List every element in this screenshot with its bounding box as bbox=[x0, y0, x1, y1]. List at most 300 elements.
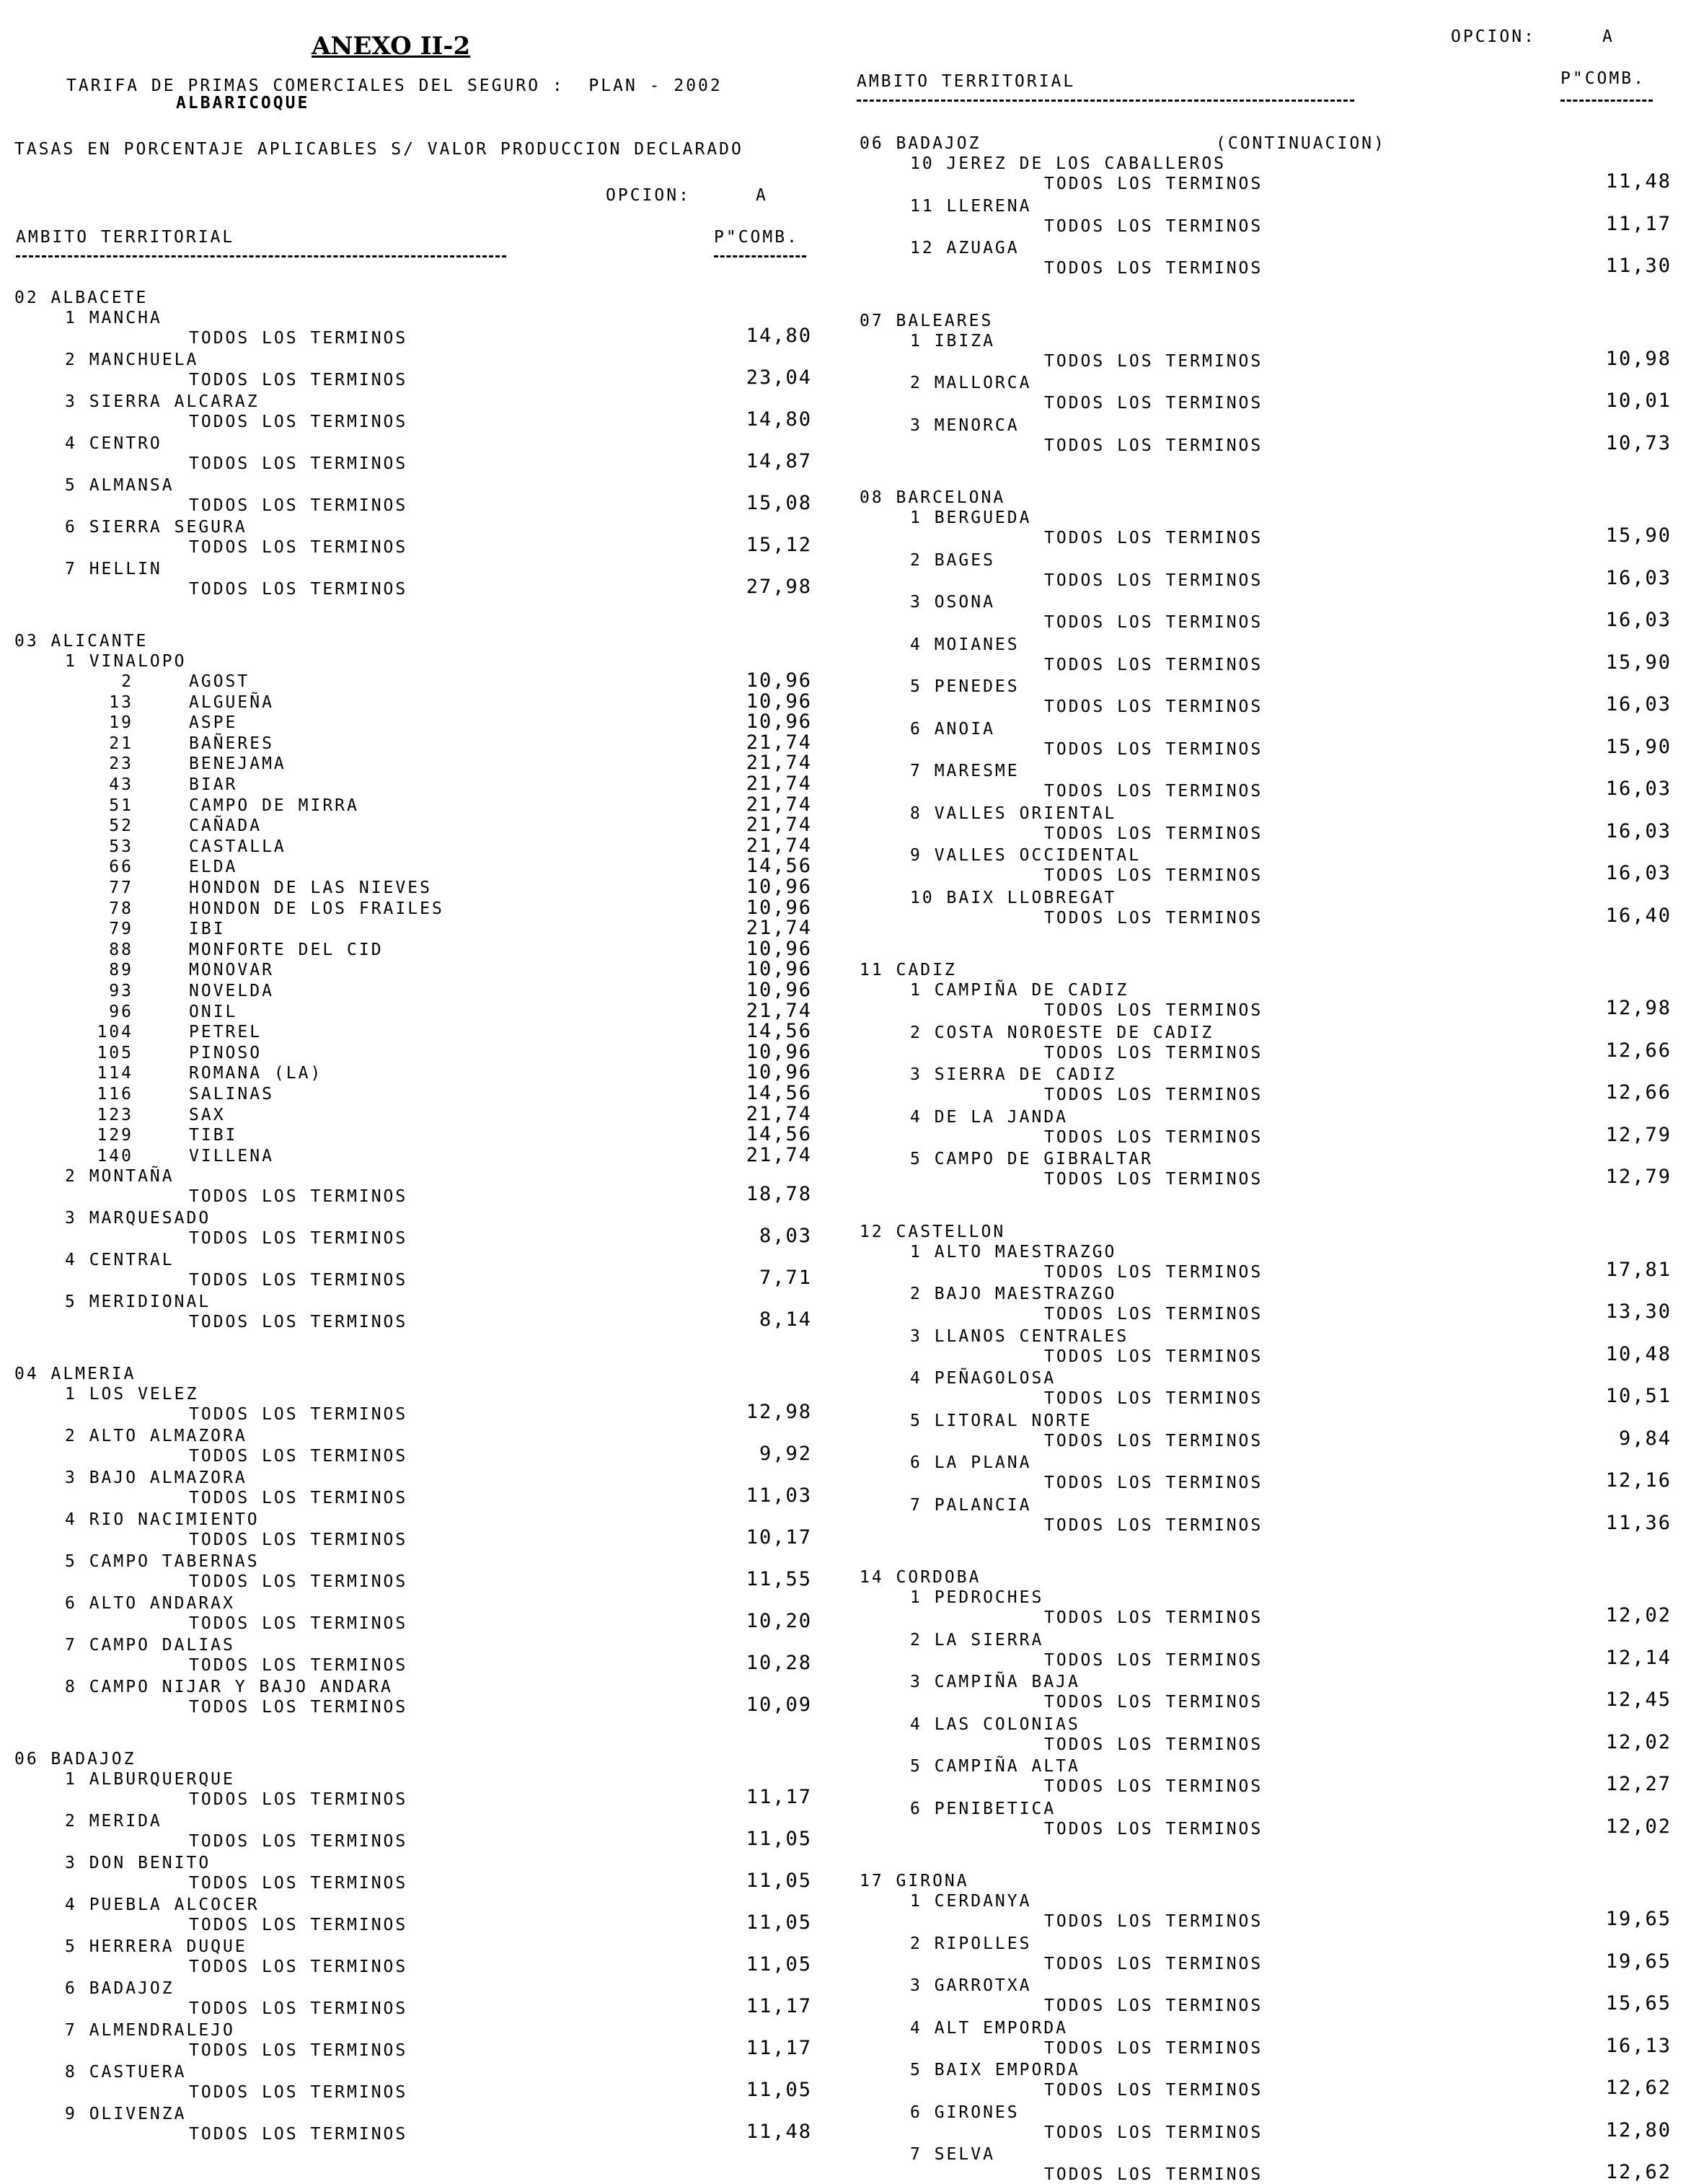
premium-value: 11,17 bbox=[746, 1995, 812, 2018]
term-label: TODOS LOS TERMINOS bbox=[189, 1489, 408, 1508]
region-name: 1 CAMPIÑA DE CADIZ bbox=[910, 981, 1129, 1000]
premium-value: 21,74 bbox=[746, 793, 812, 816]
crop-name: ALBARICOQUE bbox=[176, 94, 310, 113]
premium-value: 16,03 bbox=[1605, 693, 1672, 715]
term-label: TODOS LOS TERMINOS bbox=[1044, 259, 1263, 278]
term-label: TODOS LOS TERMINOS bbox=[189, 454, 408, 473]
region-name: 3 MENORCA bbox=[910, 415, 1020, 435]
term-label: TODOS LOS TERMINOS bbox=[1044, 1912, 1263, 1931]
option-value: A bbox=[1602, 27, 1615, 46]
region-name: 4 PUEBLA ALCOCER bbox=[65, 1895, 260, 1915]
premium-value: 10,01 bbox=[1605, 389, 1672, 412]
region-name: 4 PEÑAGOLOSA bbox=[910, 1369, 1056, 1388]
province-heading: 06 BADAJOZ bbox=[14, 1750, 136, 1769]
municipality-code: 96 bbox=[109, 1002, 133, 1021]
municipality-name: BIAR bbox=[189, 775, 238, 794]
region-name: 1 PEDROCHES bbox=[910, 1588, 1044, 1607]
premium-value: 12,98 bbox=[1605, 997, 1672, 1019]
term-label: TODOS LOS TERMINOS bbox=[1044, 1043, 1263, 1062]
region-name: 4 DE LA JANDA bbox=[910, 1107, 1069, 1127]
municipality-code: 116 bbox=[97, 1085, 133, 1104]
region-name: 2 RIPOLLES bbox=[910, 1934, 1032, 1953]
region-name: 1 VINALOPO bbox=[65, 652, 187, 671]
province-heading: 07 BALEARES bbox=[860, 311, 994, 330]
premium-value: 10,96 bbox=[746, 979, 812, 1001]
premium-value: 15,65 bbox=[1605, 1992, 1672, 2015]
term-label: TODOS LOS TERMINOS bbox=[189, 1531, 408, 1550]
municipality-name: ALGUEÑA bbox=[189, 692, 274, 712]
premium-value: 12,98 bbox=[746, 1401, 812, 1424]
premium-value: 10,96 bbox=[746, 896, 812, 919]
rates-line: TASAS EN PORCENTAJE APLICABLES S/ VALOR PRODUCCION DECLARADO bbox=[14, 140, 743, 159]
premium-value: 11,05 bbox=[746, 1953, 812, 1976]
term-label: TODOS LOS TERMINOS bbox=[189, 1614, 408, 1634]
region-name: 2 LA SIERRA bbox=[910, 1630, 1044, 1650]
region-name: 1 MANCHA bbox=[65, 309, 162, 327]
premium-value: 12,02 bbox=[1605, 1815, 1672, 1838]
region-name: 6 SIERRA SEGURA bbox=[65, 518, 247, 537]
tariff-title: TARIFA DE PRIMAS COMERCIALES DEL SEGURO : PLAN - 2002 bbox=[66, 76, 723, 95]
premium-value: 21,74 bbox=[746, 752, 812, 775]
term-label: TODOS LOS TERMINOS bbox=[189, 329, 408, 348]
region-name: 6 PENIBETICA bbox=[910, 1799, 1056, 1818]
premium-value: 16,03 bbox=[1605, 862, 1672, 884]
premium-value: 10,96 bbox=[746, 669, 812, 692]
municipality-code: 114 bbox=[97, 1064, 133, 1083]
premium-value: 9,84 bbox=[1618, 1427, 1672, 1450]
region-name: 1 LOS VELEZ bbox=[65, 1385, 199, 1404]
region-name: 5 LITORAL NORTE bbox=[910, 1411, 1092, 1430]
municipality-code: 51 bbox=[109, 796, 133, 815]
premium-value: 7,71 bbox=[759, 1267, 812, 1290]
premium-value: 11,36 bbox=[1605, 1511, 1672, 1534]
premium-value: 11,55 bbox=[746, 1568, 812, 1591]
premium-value: 16,40 bbox=[1605, 904, 1672, 927]
term-label: TODOS LOS TERMINOS bbox=[1044, 739, 1263, 759]
region-name: 2 BAGES bbox=[910, 550, 995, 570]
municipality-name: TIBI bbox=[189, 1126, 238, 1145]
region-name: 2 MALLORCA bbox=[910, 374, 1032, 392]
premium-value: 11,05 bbox=[746, 2079, 812, 2102]
term-label: TODOS LOS TERMINOS bbox=[1044, 1086, 1263, 1104]
term-label: TODOS LOS TERMINOS bbox=[189, 1572, 408, 1592]
municipality-name: MONFORTE DEL CID bbox=[189, 940, 384, 959]
col-territory-header: AMBITO TERRITORIAL bbox=[857, 72, 1076, 91]
premium-value: 11,48 bbox=[746, 2121, 812, 2144]
region-name: 2 MANCHUELA bbox=[65, 351, 199, 369]
municipality-name: NOVELDA bbox=[189, 982, 274, 1000]
municipality-code: 105 bbox=[97, 1043, 133, 1062]
premium-value: 10,96 bbox=[746, 1040, 812, 1063]
province-heading: 03 ALICANTE bbox=[14, 632, 149, 651]
region-name: 5 CAMPO DE GIBRALTAR bbox=[910, 1150, 1153, 1168]
region-name: 4 LAS COLONIAS bbox=[910, 1714, 1080, 1734]
term-label: TODOS LOS TERMINOS bbox=[1044, 529, 1263, 547]
municipality-name: CASTALLA bbox=[189, 837, 286, 856]
premium-value: 13,30 bbox=[1605, 1300, 1672, 1323]
premium-value: 21,74 bbox=[746, 772, 812, 795]
premium-value: 16,03 bbox=[1605, 778, 1672, 800]
premium-value: 12,62 bbox=[1605, 2077, 1672, 2099]
premium-value: 10,98 bbox=[1605, 347, 1672, 370]
premium-value: 10,51 bbox=[1605, 1385, 1672, 1407]
option-value: A bbox=[756, 186, 768, 205]
municipality-name: BENEJAMA bbox=[189, 754, 286, 774]
municipality-name: ONIL bbox=[189, 1002, 238, 1021]
region-name: 9 VALLES OCCIDENTAL bbox=[910, 846, 1142, 865]
term-label: TODOS LOS TERMINOS bbox=[1044, 436, 1263, 455]
municipality-name: VILLENA bbox=[189, 1146, 274, 1166]
municipality-name: ELDA bbox=[189, 858, 238, 877]
premium-value: 10,96 bbox=[746, 1061, 812, 1084]
region-name: 10 JEREZ DE LOS CABALLEROS bbox=[910, 154, 1227, 173]
municipality-name: PINOSO bbox=[189, 1043, 262, 1062]
municipality-name: IBI bbox=[189, 920, 226, 939]
premium-value: 21,74 bbox=[746, 731, 812, 754]
premium-value: 8,03 bbox=[759, 1225, 812, 1248]
municipality-name: CAÑADA bbox=[189, 816, 262, 836]
region-name: 3 DON BENITO bbox=[65, 1854, 211, 1873]
premium-value: 10,28 bbox=[746, 1652, 812, 1675]
region-name: 1 CERDANYA bbox=[910, 1892, 1032, 1911]
term-label: TODOS LOS TERMINOS bbox=[1044, 1001, 1263, 1020]
municipality-name: CAMPO DE MIRRA bbox=[189, 796, 359, 815]
header-rule bbox=[16, 255, 506, 257]
municipality-name: HONDON DE LOS FRAILES bbox=[189, 899, 444, 918]
premium-value: 21,74 bbox=[746, 1102, 812, 1125]
region-name: 3 CAMPIÑA BAJA bbox=[910, 1673, 1080, 1691]
col-premium-header: P"COMB. bbox=[1560, 69, 1646, 88]
header-rule bbox=[1560, 100, 1653, 102]
term-label: TODOS LOS TERMINOS bbox=[1044, 908, 1263, 928]
premium-value: 10,96 bbox=[746, 937, 812, 960]
term-label: TODOS LOS TERMINOS bbox=[1044, 2123, 1263, 2142]
premium-value: 23,04 bbox=[746, 366, 812, 389]
municipality-name: PETREL bbox=[189, 1023, 262, 1042]
region-name: 7 MARESME bbox=[910, 762, 1020, 780]
municipality-name: SAX bbox=[189, 1105, 226, 1124]
premium-value: 11,17 bbox=[746, 1786, 812, 1809]
premium-value: 12,02 bbox=[1605, 1604, 1672, 1626]
premium-value: 9,92 bbox=[759, 1443, 812, 1466]
region-name: 7 SELVA bbox=[910, 2145, 995, 2164]
premium-value: 10,96 bbox=[746, 876, 812, 898]
region-name: 1 BERGUEDA bbox=[910, 508, 1032, 527]
term-label: TODOS LOS TERMINOS bbox=[189, 496, 408, 515]
municipality-code: 89 bbox=[109, 961, 133, 980]
premium-value: 12,02 bbox=[1605, 1730, 1672, 1753]
region-name: 2 COSTA NOROESTE DE CADIZ bbox=[910, 1023, 1214, 1042]
term-label: TODOS LOS TERMINOS bbox=[189, 1405, 408, 1425]
province-heading: 11 CADIZ bbox=[860, 961, 957, 979]
region-name: 5 MERIDIONAL bbox=[65, 1293, 211, 1312]
region-name: 1 ALTO MAESTRAZGO bbox=[910, 1242, 1117, 1261]
term-label: TODOS LOS TERMINOS bbox=[1044, 1996, 1263, 2015]
premium-value: 10,96 bbox=[746, 710, 812, 734]
region-name: 8 CAMPO NIJAR Y BAJO ANDARA bbox=[65, 1678, 393, 1697]
premium-value: 12,66 bbox=[1605, 1081, 1672, 1104]
municipality-code: 43 bbox=[109, 775, 133, 794]
region-name: 7 PALANCIA bbox=[910, 1495, 1032, 1515]
region-name: 2 MERIDA bbox=[65, 1812, 162, 1831]
region-name: 11 LLERENA bbox=[910, 196, 1032, 216]
premium-value: 21,74 bbox=[746, 834, 812, 857]
term-label: TODOS LOS TERMINOS bbox=[189, 1999, 408, 2019]
term-label: TODOS LOS TERMINOS bbox=[189, 1698, 408, 1717]
premium-value: 15,90 bbox=[1605, 524, 1672, 547]
term-label: TODOS LOS TERMINOS bbox=[1044, 782, 1263, 801]
term-label: TODOS LOS TERMINOS bbox=[1044, 216, 1263, 236]
option-label: OPCION: bbox=[1451, 27, 1536, 46]
term-label: TODOS LOS TERMINOS bbox=[189, 1313, 408, 1332]
region-name: 6 ALTO ANDARAX bbox=[65, 1594, 235, 1613]
premium-value: 21,74 bbox=[746, 1143, 812, 1166]
premium-value: 11,05 bbox=[746, 1911, 812, 1934]
region-name: 12 AZUAGA bbox=[910, 239, 1020, 257]
province-heading: 17 GIRONA bbox=[860, 1872, 969, 1890]
municipality-code: 123 bbox=[97, 1105, 133, 1124]
premium-value: 21,74 bbox=[746, 999, 812, 1022]
premium-value: 14,56 bbox=[746, 855, 812, 878]
region-name: 3 LLANOS CENTRALES bbox=[910, 1326, 1129, 1346]
region-name: 4 MOIANES bbox=[910, 635, 1020, 654]
municipality-code: 2 bbox=[121, 672, 133, 691]
region-name: 4 CENTRAL bbox=[65, 1251, 175, 1270]
premium-value: 10,96 bbox=[746, 958, 812, 981]
municipality-code: 13 bbox=[109, 692, 133, 712]
region-name: 5 HERRERA DUQUE bbox=[65, 1937, 247, 1957]
municipality-code: 23 bbox=[109, 754, 133, 774]
term-label: TODOS LOS TERMINOS bbox=[1044, 1347, 1263, 1366]
region-name: 7 ALMENDRALEJO bbox=[65, 2021, 235, 2040]
municipality-code: 79 bbox=[109, 920, 133, 939]
region-name: 4 ALT EMPORDA bbox=[910, 2018, 1069, 2038]
province-heading: 12 CASTELLON bbox=[860, 1222, 1006, 1241]
premium-value: 11,05 bbox=[746, 1828, 812, 1851]
premium-value: 16,03 bbox=[1605, 566, 1672, 589]
premium-value: 11,05 bbox=[746, 1870, 812, 1893]
premium-value: 27,98 bbox=[746, 576, 812, 598]
term-label: TODOS LOS TERMINOS bbox=[1044, 351, 1263, 371]
region-name: 1 ALBURQUERQUE bbox=[65, 1770, 235, 1789]
premium-value: 12,16 bbox=[1605, 1469, 1672, 1492]
premium-value: 12,62 bbox=[1605, 2161, 1672, 2183]
region-name: 5 BAIX EMPORDA bbox=[910, 2061, 1080, 2079]
premium-value: 14,80 bbox=[746, 408, 812, 431]
premium-value: 12,14 bbox=[1605, 1646, 1672, 1669]
region-name: 3 SIERRA ALCARAZ bbox=[65, 392, 260, 411]
term-label: TODOS LOS TERMINOS bbox=[1044, 1777, 1263, 1796]
municipality-name: ROMANA (LA) bbox=[189, 1064, 323, 1083]
province-heading: 06 BADAJOZ bbox=[860, 134, 981, 153]
term-label: TODOS LOS TERMINOS bbox=[1044, 2038, 1263, 2058]
term-label: TODOS LOS TERMINOS bbox=[1044, 1262, 1263, 1282]
premium-value: 19,65 bbox=[1605, 1950, 1672, 1973]
province-heading: 08 BARCELONA bbox=[860, 488, 1006, 507]
term-label: TODOS LOS TERMINOS bbox=[1044, 2081, 1263, 2100]
premium-value: 14,87 bbox=[746, 450, 812, 472]
premium-value: 15,90 bbox=[1605, 651, 1672, 674]
term-label: TODOS LOS TERMINOS bbox=[1044, 1127, 1263, 1147]
term-label: TODOS LOS TERMINOS bbox=[189, 1187, 408, 1207]
premium-value: 10,20 bbox=[746, 1610, 812, 1633]
premium-value: 15,90 bbox=[1605, 735, 1672, 758]
region-name: 5 ALMANSA bbox=[65, 476, 175, 495]
term-label: TODOS LOS TERMINOS bbox=[1044, 1474, 1263, 1492]
term-label: TODOS LOS TERMINOS bbox=[189, 2125, 408, 2144]
region-name: 6 GIRONES bbox=[910, 2102, 1020, 2122]
region-name: 2 BAJO MAESTRAZGO bbox=[910, 1285, 1117, 1303]
premium-value: 11,30 bbox=[1605, 255, 1672, 277]
term-label: TODOS LOS TERMINOS bbox=[1044, 1735, 1263, 1754]
premium-value: 8,14 bbox=[759, 1308, 812, 1331]
term-label: TODOS LOS TERMINOS bbox=[189, 1916, 408, 1935]
term-label: TODOS LOS TERMINOS bbox=[1044, 1693, 1263, 1712]
term-label: TODOS LOS TERMINOS bbox=[1044, 655, 1263, 674]
term-label: TODOS LOS TERMINOS bbox=[1044, 1170, 1263, 1189]
term-label: TODOS LOS TERMINOS bbox=[1044, 1515, 1263, 1535]
term-label: TODOS LOS TERMINOS bbox=[189, 1229, 408, 1249]
municipality-name: HONDON DE LAS NIEVES bbox=[189, 879, 432, 897]
premium-value: 12,80 bbox=[1605, 2118, 1672, 2141]
premium-value: 14,80 bbox=[746, 325, 812, 347]
premium-value: 11,17 bbox=[746, 2037, 812, 2060]
municipality-code: 140 bbox=[97, 1146, 133, 1166]
municipality-name: MONOVAR bbox=[189, 961, 274, 980]
region-name: 2 MONTAÑA bbox=[65, 1167, 175, 1186]
province-heading: 04 ALMERIA bbox=[14, 1365, 136, 1384]
municipality-code: 88 bbox=[109, 940, 133, 959]
premium-value: 11,48 bbox=[1605, 170, 1672, 193]
premium-value: 16,03 bbox=[1605, 819, 1672, 842]
municipality-name: SALINAS bbox=[189, 1085, 274, 1104]
term-label: TODOS LOS TERMINOS bbox=[1044, 394, 1263, 413]
premium-value: 11,03 bbox=[746, 1484, 812, 1507]
header-rule bbox=[714, 255, 806, 257]
term-label: TODOS LOS TERMINOS bbox=[189, 2041, 408, 2061]
municipality-code: 19 bbox=[109, 713, 133, 733]
term-label: TODOS LOS TERMINOS bbox=[1044, 1305, 1263, 1324]
premium-value: 15,12 bbox=[746, 534, 812, 556]
term-label: TODOS LOS TERMINOS bbox=[189, 538, 408, 557]
term-label: TODOS LOS TERMINOS bbox=[189, 413, 408, 431]
premium-value: 12,79 bbox=[1605, 1123, 1672, 1146]
region-name: 6 ANOIA bbox=[910, 719, 995, 739]
region-name: 9 OLIVENZA bbox=[65, 2105, 187, 2124]
region-name: 3 OSONA bbox=[910, 593, 995, 612]
term-label: TODOS LOS TERMINOS bbox=[189, 1790, 408, 1810]
col-premium-header: P"COMB. bbox=[714, 228, 799, 247]
region-name: 8 VALLES ORIENTAL bbox=[910, 803, 1117, 823]
term-label: TODOS LOS TERMINOS bbox=[1044, 613, 1263, 632]
col-territory-header: AMBITO TERRITORIAL bbox=[16, 228, 235, 247]
premium-value: 10,73 bbox=[1605, 431, 1672, 454]
term-label: TODOS LOS TERMINOS bbox=[1044, 1608, 1263, 1627]
option-label: OPCION: bbox=[606, 186, 691, 205]
continuation-note: (CONTINUACION) bbox=[1216, 134, 1386, 153]
term-label: TODOS LOS TERMINOS bbox=[1044, 697, 1263, 716]
region-name: 6 LA PLANA bbox=[910, 1453, 1032, 1472]
premium-value: 17,81 bbox=[1605, 1258, 1672, 1281]
municipality-code: 77 bbox=[109, 879, 133, 897]
municipality-code: 52 bbox=[109, 816, 133, 836]
province-heading: 02 ALBACETE bbox=[14, 289, 149, 307]
term-label: TODOS LOS TERMINOS bbox=[189, 371, 408, 389]
region-name: 3 GARROTXA bbox=[910, 1976, 1032, 1995]
term-label: TODOS LOS TERMINOS bbox=[1044, 1431, 1263, 1450]
premium-value: 12,27 bbox=[1605, 1773, 1672, 1795]
region-name: 3 SIERRA DE CADIZ bbox=[910, 1065, 1117, 1084]
region-name: 4 RIO NACIMIENTO bbox=[65, 1510, 260, 1530]
header-rule bbox=[857, 100, 1354, 102]
municipality-code: 104 bbox=[97, 1023, 133, 1042]
province-heading: 14 CORDOBA bbox=[860, 1568, 981, 1587]
municipality-code: 21 bbox=[109, 734, 133, 753]
term-label: TODOS LOS TERMINOS bbox=[189, 580, 408, 599]
term-label: TODOS LOS TERMINOS bbox=[189, 1958, 408, 1977]
premium-value: 10,96 bbox=[746, 690, 812, 713]
municipality-name: ASPE bbox=[189, 713, 238, 733]
premium-value: 15,08 bbox=[746, 492, 812, 514]
municipality-name: AGOST bbox=[189, 672, 250, 691]
premium-value: 21,74 bbox=[746, 814, 812, 837]
region-name: 3 BAJO ALMAZORA bbox=[65, 1469, 247, 1488]
premium-value: 14,56 bbox=[746, 1020, 812, 1043]
term-label: TODOS LOS TERMINOS bbox=[189, 1656, 408, 1676]
premium-value: 10,17 bbox=[746, 1526, 812, 1549]
region-name: 8 CASTUERA bbox=[65, 2063, 187, 2082]
premium-value: 16,03 bbox=[1605, 609, 1672, 631]
term-label: TODOS LOS TERMINOS bbox=[1044, 1954, 1263, 1973]
region-name: 5 PENEDES bbox=[910, 677, 1020, 696]
term-label: TODOS LOS TERMINOS bbox=[1044, 1389, 1263, 1408]
term-label: TODOS LOS TERMINOS bbox=[1044, 571, 1263, 590]
annex-title: ANEXO II-2 bbox=[312, 32, 471, 61]
municipality-code: 53 bbox=[109, 837, 133, 856]
region-name: 4 CENTRO bbox=[65, 434, 162, 453]
region-name: 7 HELLIN bbox=[65, 560, 162, 578]
municipality-code: 66 bbox=[109, 858, 133, 877]
premium-value: 14,56 bbox=[746, 1082, 812, 1104]
premium-value: 18,78 bbox=[746, 1183, 812, 1206]
premium-value: 12,45 bbox=[1605, 1688, 1672, 1711]
municipality-code: 78 bbox=[109, 899, 133, 918]
region-name: 7 CAMPO DALIAS bbox=[65, 1636, 235, 1655]
municipality-code: 93 bbox=[109, 982, 133, 1000]
premium-value: 10,48 bbox=[1605, 1342, 1672, 1365]
region-name: 1 IBIZA bbox=[910, 331, 995, 351]
region-name: 6 BADAJOZ bbox=[65, 1979, 175, 1999]
term-label: TODOS LOS TERMINOS bbox=[1044, 1819, 1263, 1839]
municipality-name: BAÑERES bbox=[189, 734, 274, 753]
term-label: TODOS LOS TERMINOS bbox=[1044, 1650, 1263, 1670]
term-label: TODOS LOS TERMINOS bbox=[189, 1447, 408, 1466]
term-label: TODOS LOS TERMINOS bbox=[189, 2083, 408, 2102]
term-label: TODOS LOS TERMINOS bbox=[1044, 175, 1263, 193]
region-name: 10 BAIX LLOBREGAT bbox=[910, 888, 1117, 907]
term-label: TODOS LOS TERMINOS bbox=[1044, 866, 1263, 885]
region-name: 5 CAMPO TABERNAS bbox=[65, 1552, 260, 1572]
term-label: TODOS LOS TERMINOS bbox=[1044, 824, 1263, 843]
region-name: 3 MARQUESADO bbox=[65, 1209, 211, 1228]
premium-value: 12,79 bbox=[1605, 1166, 1672, 1188]
term-label: TODOS LOS TERMINOS bbox=[189, 1271, 408, 1290]
premium-value: 12,66 bbox=[1605, 1039, 1672, 1062]
premium-value: 10,09 bbox=[746, 1694, 812, 1717]
premium-value: 21,74 bbox=[746, 917, 812, 940]
term-label: TODOS LOS TERMINOS bbox=[189, 1832, 408, 1851]
premium-value: 14,56 bbox=[746, 1123, 812, 1146]
